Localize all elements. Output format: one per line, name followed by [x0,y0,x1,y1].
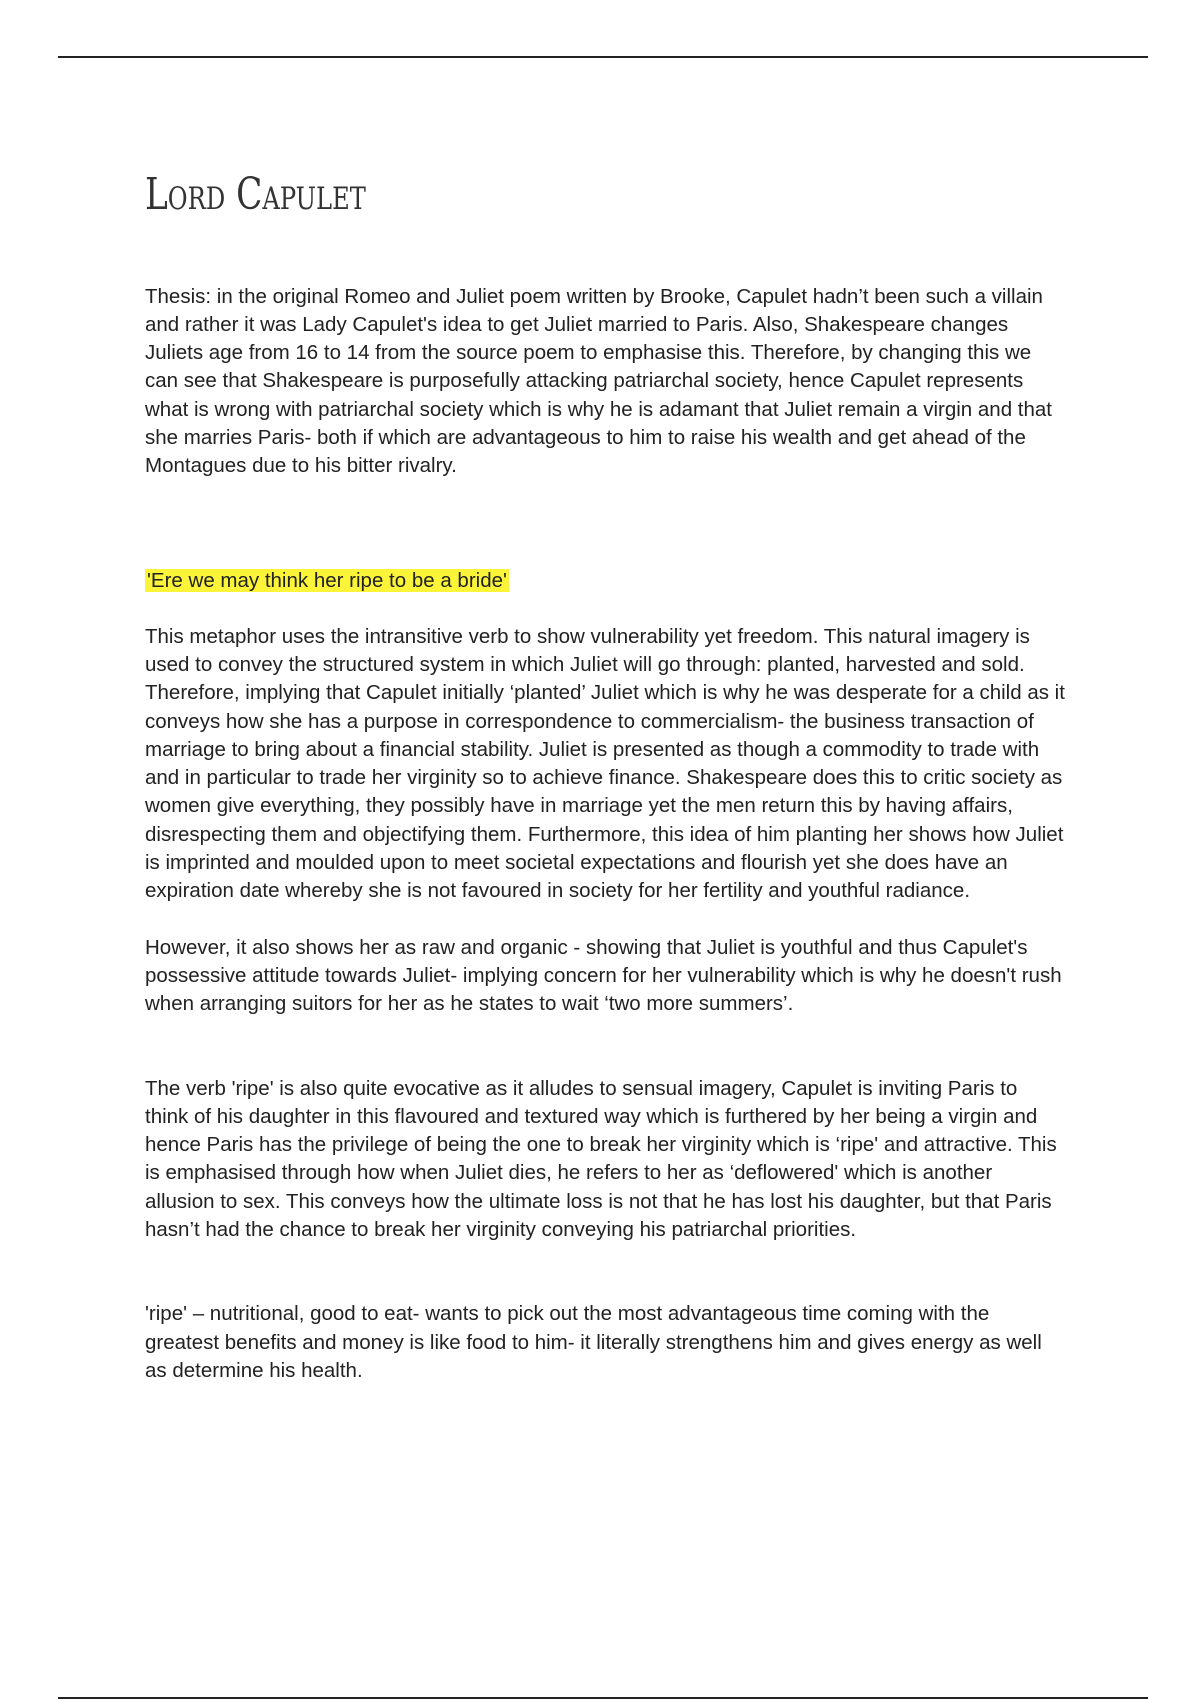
top-horizontal-rule [58,56,1148,58]
quote-block [145,567,1065,595]
analysis-paragraph-3: The verb 'ripe' is also quite evocative as it alludes to sensual imagery, Capulet is inviting Paris to think of his daughter in this flavoured and textured way which is furthered by her being a virgin and hence Paris has the privilege of being the one to break her virginity which is ‘ripe' and attractive. This is emphasised through how when Juliet dies, he refers to her as ‘deflowered' which is another allusion to sex. This conveys how the ultimate loss is not that he has lost his daughter, but that Paris hasn’t had the chance to break her virginity conveying his patriarchal priorities. [145,1076,1057,1242]
bottom-horizontal-rule [58,1697,1148,1699]
analysis-paragraph-1: This metaphor uses the intransitive verb to show vulnerability yet freedom. This natural imagery is used to convey the structured system in which Juliet will go through: planted, harvested and sold. Therefore, implying that Capulet initially ‘planted’ Juliet which is why he was desperate for a child as it conveys how she has a purpose in correspondence to commercialism- the business transaction of marriage to bring about a financial stability. Juliet is presented as though a commodity to trade with and in particular to trade her virginity so to achieve finance. Shakespeare does this to critic society as women give everything, they possibly have in marriage yet the men return this by having affairs, disrespecting them and objectifying them. Furthermore, this idea of him planting her shows how Juliet is imprinted and moulded upon to meet societal expectations and flourish yet she does have an expiration date whereby she is not favoured in society for her fertility and youthful radiance. [145,624,1065,903]
document-body [145,170,1065,1385]
analysis-paragraph-2: However, it also shows her as raw and organic - showing that Juliet is youthful and thus Capulet's possessive attitude towards Juliet- implying concern for her vulnerability which is why he doesn't rush when arranging suitors for her as he states to wait ‘two more summers’. [145,935,1062,1016]
highlighted-quote: 'Ere we may think her ripe to be a bride' [147,568,507,592]
analysis-paragraph-4: 'ripe' – nutritional, good to eat- wants to pick out the most advantageous time coming with the greatest benefits and money is like food to him- it literally strengthens him and gives energy as well as determine his health. [145,1302,1042,1382]
thesis-paragraph: Thesis: in the original Romeo and Juliet poem written by Brooke, Capulet hadn’t been such a villain and rather it was Lady Capulet's idea to get Juliet married to Paris. Also, Shakespeare changes Juliets age from 16 to 14 from the source poem to emphasise this. Therefore, by changing this we can see that Shakespeare is purposefully attacking patriarchal society, hence Capulet represents what is wrong with patriarchal society which is why he is adamant that Juliet remain a virgin and that she marries Paris- both if which are advantageous to him to raise his wealth and get ahead of the Montagues due to his bitter rivalry. [145,284,1052,478]
page-title: Lord Capulet [145,169,366,220]
